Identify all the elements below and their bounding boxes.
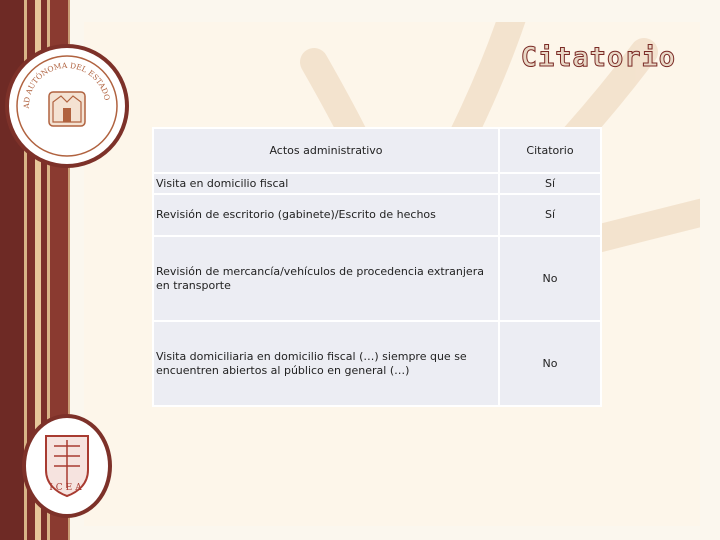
citatorio-cell: No — [499, 321, 601, 406]
citatorio-cell: No — [499, 236, 601, 321]
seal-text: AD AUTÓNOMA DEL ESTADO — [21, 60, 112, 109]
header-acts: Actos administrativo — [153, 128, 499, 173]
act-cell: Revisión de escritorio (gabinete)/Escrito de hechos — [153, 194, 499, 236]
citatorio-cell: Sí — [499, 173, 601, 194]
icea-crest-icon — [26, 418, 108, 514]
act-cell: Revisión de mercancía/vehículos de procedencia extranjera en transporte — [153, 236, 499, 321]
icea-seal — [22, 414, 112, 518]
slide-title: Citatorio — [520, 42, 676, 73]
table-row — [153, 236, 601, 321]
table-row — [153, 173, 601, 194]
table-row — [153, 194, 601, 236]
acts-table — [152, 127, 602, 407]
act-cell: Visita en domicilio fiscal — [153, 173, 499, 194]
table-row — [153, 321, 601, 406]
citatorio-cell: Sí — [499, 194, 601, 236]
university-seal — [5, 44, 129, 168]
crest-text: ICEA — [49, 483, 85, 493]
university-seal-icon — [9, 48, 125, 164]
act-cell: Visita domiciliaria en domicilio fiscal (…) siempre que se encuentren abiertos al público en general (…) — [153, 321, 499, 406]
table-header-row — [153, 128, 601, 173]
header-citatorio: Citatorio — [499, 128, 601, 173]
